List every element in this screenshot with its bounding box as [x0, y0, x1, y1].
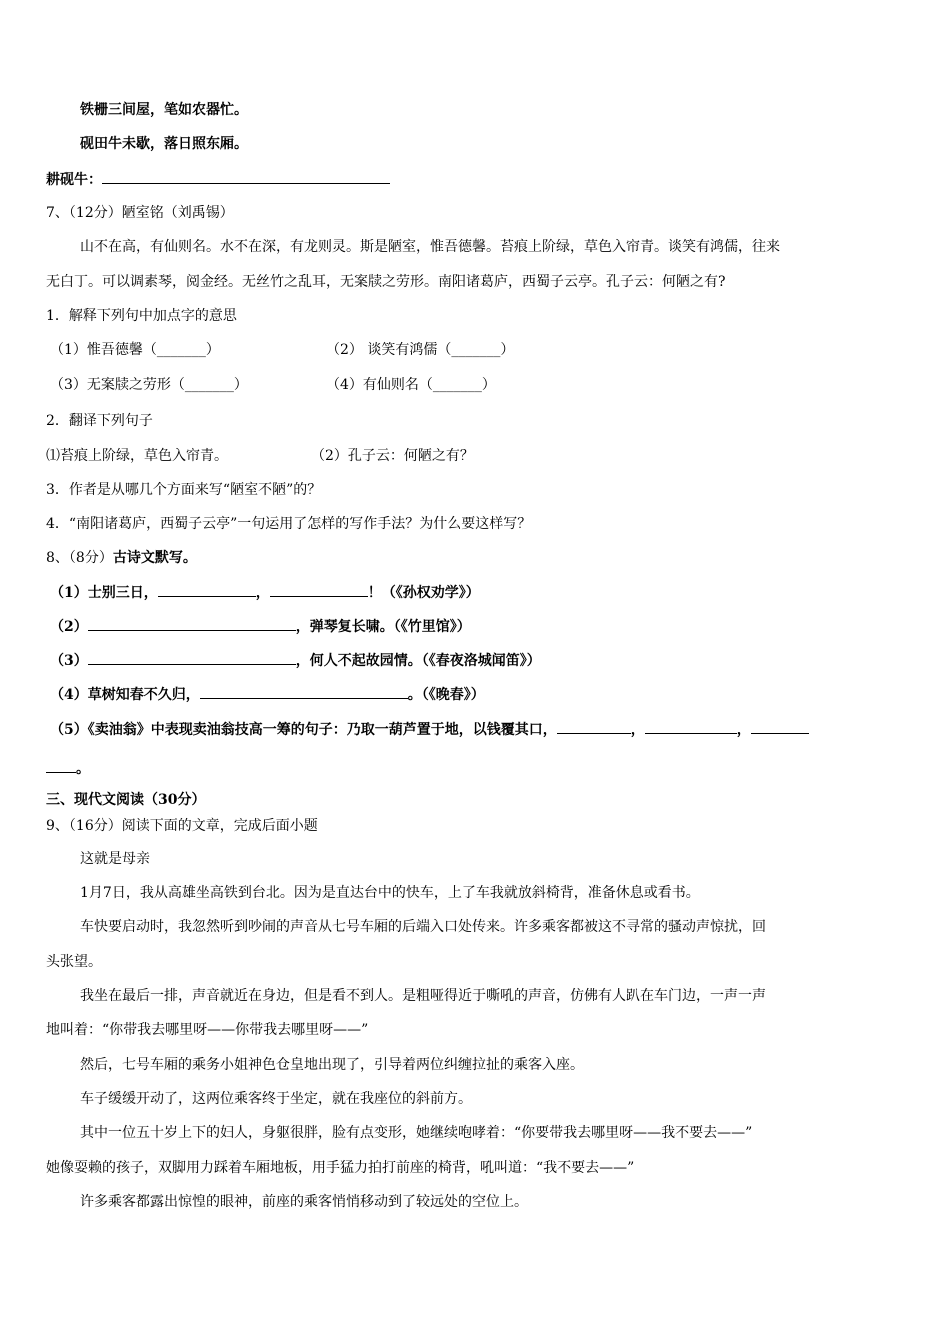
q8-item-4-text-b: 。（《晚春》） [407, 687, 485, 703]
q7-text-line-1: 山不在高，有仙则名。水不在深，有龙则灵。斯是陋室，惟吾德馨。苔痕上阶绿，草色入帘青。谈笑有鸿儒，往来 [80, 239, 780, 255]
q8-item-4-text-a: （4）草树知春不久归， [50, 687, 200, 703]
article-paragraph-7: 许多乘客都露出惊惶的眼神，前座的乘客悄悄移动到了较远处的空位上。 [80, 1194, 528, 1210]
poem-line-1: 铁栅三间屋，笔如农器忙。 [80, 102, 248, 118]
poem-question-label: 耕砚牛： [46, 172, 102, 188]
q8-item-3-text-a: （3） [50, 653, 88, 669]
answer-blank[interactable] [645, 719, 737, 734]
q8-header [46, 548, 197, 568]
section-3-title: 三、现代文阅读（30分） [46, 792, 206, 808]
q8-item-1-text-a: （1）士别三日， [50, 585, 158, 601]
article-paragraph-3-line-2: 地叫着：“你带我去哪里呀——你带我去哪里呀——” [46, 1022, 369, 1038]
answer-blank[interactable] [557, 719, 631, 734]
article-paragraph-2-line-2: 头张望。 [46, 954, 102, 970]
q9-header: 9、（16分）阅读下面的文章，完成后面小题 [46, 818, 318, 834]
article-paragraph-2-line-1: 车快要启动时，我忽然听到吵闹的声音从七号车厢的后端入口处传来。许多乘客都被这不寻常的骚动声惊扰，回 [80, 919, 766, 935]
article-paragraph-4: 然后，七号车厢的乘务小姐神色仓皇地出现了，引导着两位纠缠拉扯的乘客入座。 [80, 1057, 584, 1073]
q7-sub2: 2．翻译下列句子 [46, 413, 153, 429]
q8-header-title: 古诗文默写。 [112, 550, 197, 566]
q7-sub1: 1．解释下列句中加点字的意思 [46, 308, 237, 324]
q7-sub4: 4．“南阳诸葛庐，西蜀子云亭”一句运用了怎样的写作手法？为什么要这样写？ [46, 516, 532, 532]
q8-item-2 [50, 616, 471, 637]
q7-sub1-item-4: （4）有仙则名（_______） [326, 377, 496, 393]
answer-blank[interactable] [102, 169, 390, 184]
q8-item-5-text-d: 。 [76, 761, 90, 777]
answer-blank[interactable] [158, 582, 256, 597]
q7-sub3: 3．作者是从哪几个方面来写“陋室不陋”的？ [46, 482, 322, 498]
q7-sub2-item-2: （2）孔子云：何陋之有？ [311, 448, 474, 464]
article-title: 这就是母亲 [80, 851, 150, 867]
q8-item-5 [50, 719, 809, 740]
answer-blank[interactable] [270, 582, 368, 597]
q8-item-2-text-b: ，弹琴复长啸。（《竹里馆》） [295, 619, 471, 635]
article-paragraph-1: 1月7日，我从高雄坐高铁到台北。因为是直达台中的快车，上了车我就放斜椅背，准备休息或看书。 [80, 885, 700, 901]
article-paragraph-3-line-1: 我坐在最后一排，声音就近在身边，但是看不到人。是粗哑得近于嘶吼的声音，仿佛有人趴在车门边，一声一声 [80, 988, 766, 1004]
q7-sub1-item-2: （2） 谈笑有鸿儒（_______） [326, 342, 515, 358]
q8-item-3-text-b: ，何人不起故园情。（《春夜洛城闻笛》） [295, 653, 541, 669]
q8-item-5-text-b: ， [630, 722, 645, 738]
poem-question [46, 169, 390, 190]
q8-item-1-text-b: ， [255, 585, 270, 601]
q7-sub1-item-1: （1）惟吾德馨（_______） [50, 342, 220, 358]
answer-blank[interactable] [751, 719, 809, 734]
answer-blank[interactable] [46, 758, 76, 773]
answer-blank[interactable] [200, 684, 408, 699]
answer-blank[interactable] [88, 650, 296, 665]
q7-header: 7、（12分）陋室铭（刘禹锡） [46, 205, 234, 221]
q8-header-prefix: 8、（8分） [46, 550, 113, 566]
q8-item-2-text-a: （2） [50, 619, 88, 635]
q8-item-4 [50, 684, 485, 705]
article-paragraph-5: 车子缓缓开动了，这两位乘客终于坐定，就在我座位的斜前方。 [80, 1091, 472, 1107]
q8-item-1-text-c: ！（《孙权劝学》） [367, 585, 480, 601]
q7-sub2-item-1: ⑴苔痕上阶绿，草色入帘青。 [46, 448, 228, 464]
article-paragraph-6-line-2: 她像耍赖的孩子，双脚用力踩着车厢地板，用手猛力拍打前座的椅背，吼叫道：“我不要去——” [46, 1160, 635, 1176]
q7-sub1-item-3: （3）无案牍之劳形（_______） [50, 377, 248, 393]
article-paragraph-6-line-1: 其中一位五十岁上下的妇人，身躯很胖，脸有点变形，她继续咆哮着：“你要带我去哪里呀——我不要去——” [80, 1125, 753, 1141]
q8-item-5-continued [46, 758, 90, 779]
q8-item-5-text-a: （5）《卖油翁》中表现卖油翁技高一筹的句子：乃取一葫芦置于地，以钱覆其口， [50, 722, 557, 738]
q7-text-line-2: 无白丁。可以调素琴，阅金经。无丝竹之乱耳，无案牍之劳形。南阳诸葛庐，西蜀子云亭。孔子云：何陋之有? [46, 274, 726, 290]
answer-blank[interactable] [88, 616, 296, 631]
q8-item-3 [50, 650, 541, 671]
poem-line-2: 砚田牛未歇，落日照东厢。 [80, 136, 248, 152]
q8-item-1 [50, 582, 480, 603]
q8-item-5-text-c: ， [736, 722, 751, 738]
